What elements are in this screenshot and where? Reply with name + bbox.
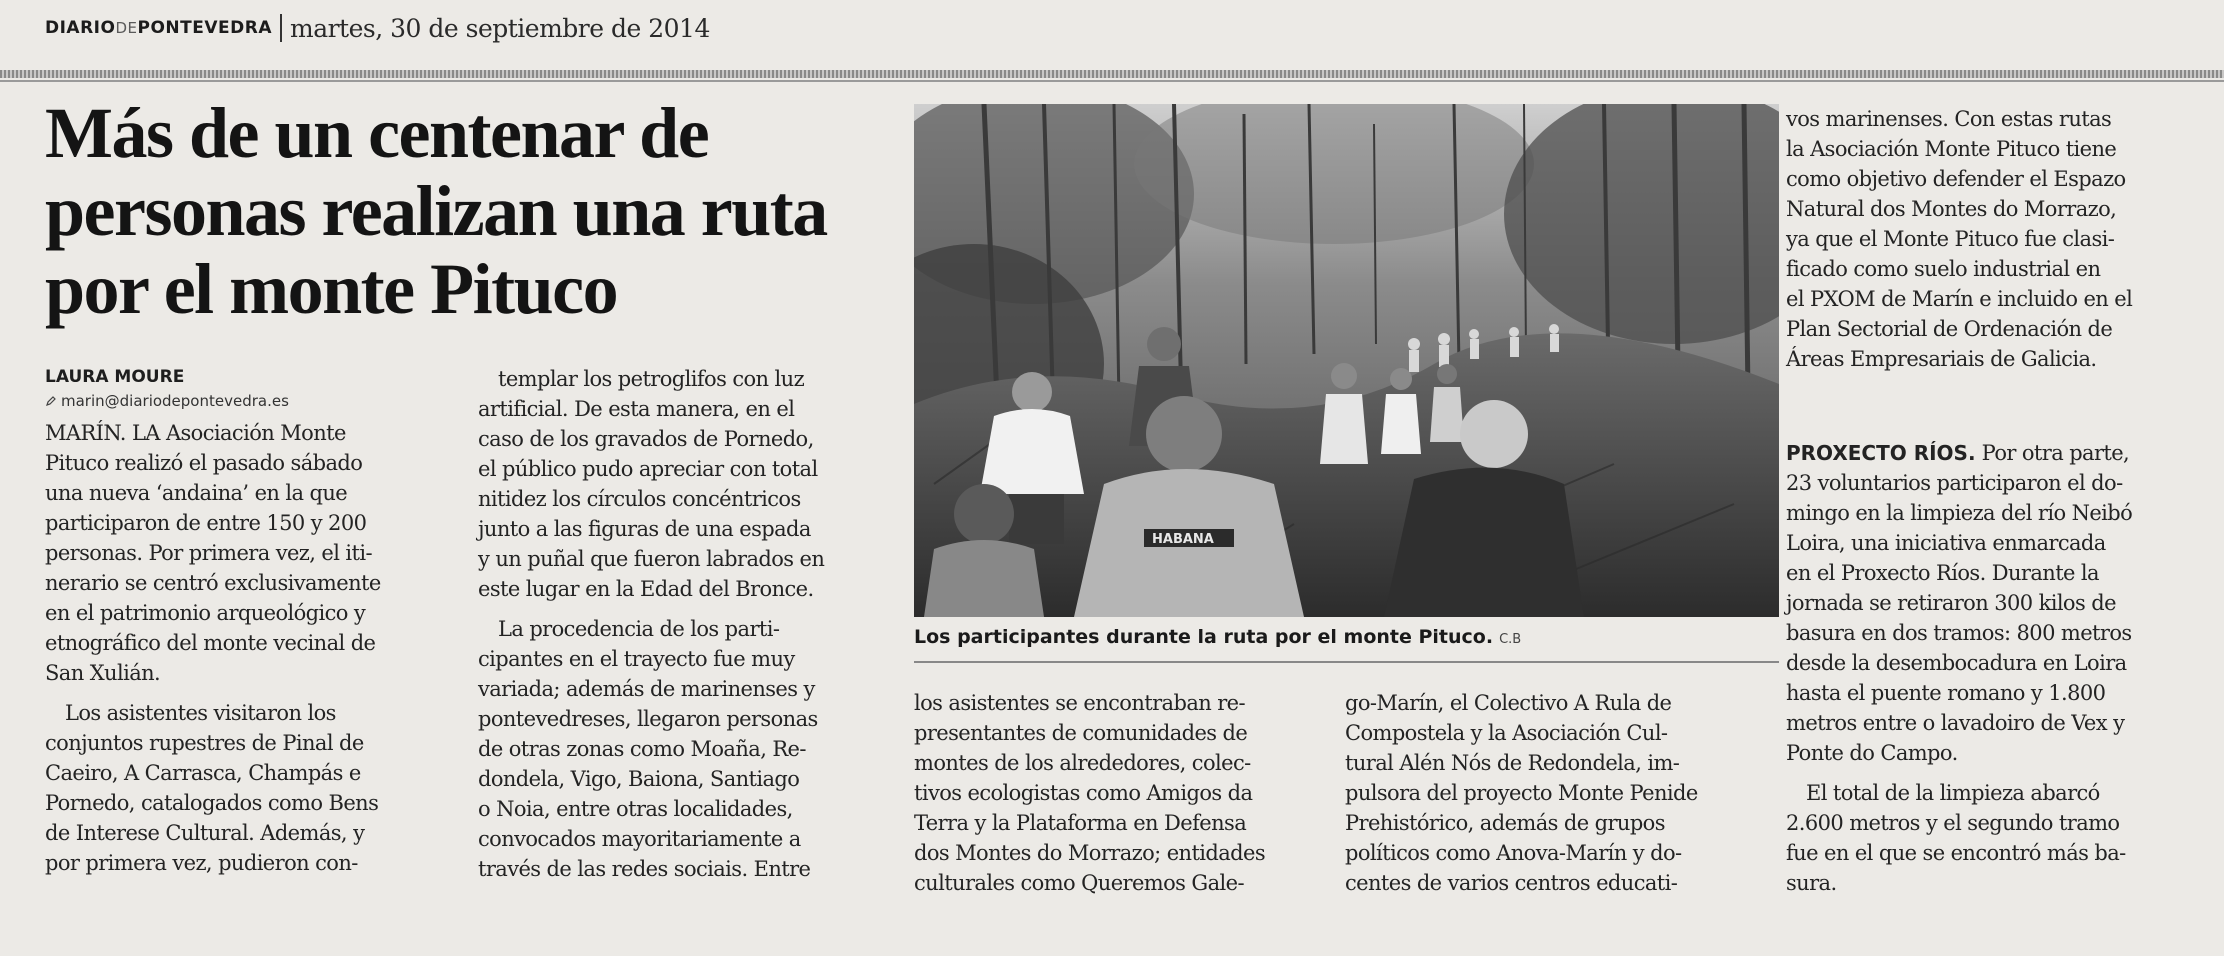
text-line: templar los petroglifos con luz	[498, 367, 805, 391]
text-line: basura en dos tramos: 800 metros	[1786, 621, 2132, 645]
text-line: sura.	[1786, 871, 1837, 895]
text-line: ficado como suelo industrial en	[1786, 257, 2101, 281]
text-line: participaron de entre 150 y 200	[45, 511, 367, 535]
text-line: en el patrimonio arqueológico y	[45, 601, 366, 625]
article-photo	[914, 104, 1779, 617]
text-line: vos marinenses. Con estas rutas	[1786, 107, 2112, 131]
text-line: Natural dos Montes do Morrazo,	[1786, 197, 2117, 221]
headline-line: por el monte Pituco	[45, 249, 618, 329]
headline-line: Más de un centenar de	[45, 93, 709, 173]
text-line: jornada se retiraron 300 kilos de	[1786, 591, 2116, 615]
text-line: por primera vez, pudieron con-	[45, 851, 358, 875]
section-lead-in: PROXECTO RÍOS.	[1786, 441, 1976, 465]
section-first-text: Por otra parte,	[1975, 441, 2130, 465]
article-headline	[45, 94, 905, 328]
text-line: variada; además de marinenses y	[478, 677, 815, 701]
text-line: conjuntos rupestres de Pinal de	[45, 731, 364, 755]
text-line: etnográfico del monte vecinal de	[45, 631, 376, 655]
headline-line: personas realizan una ruta	[45, 171, 827, 251]
byline-author: LAURA MOURE	[45, 367, 185, 387]
text-line: en el Proxecto Ríos. Durante la	[1786, 561, 2099, 585]
text-line: Áreas Empresariais de Galicia.	[1786, 347, 2097, 371]
text-line: Plan Sectorial de Ordenación de	[1786, 317, 2113, 341]
text-line: culturales como Queremos Gale-	[914, 871, 1244, 895]
text-line: los asistentes se encontraban re-	[914, 691, 1245, 715]
byline-email[interactable]	[45, 392, 289, 410]
text-line: convocados mayoritariamente a	[478, 827, 801, 851]
photo-credit: C.B	[1499, 632, 1522, 647]
header-rule-line	[0, 80, 2224, 82]
text-line: o Noia, entre otras localidades,	[478, 797, 793, 821]
text-line: fue en el que se encontró más ba-	[1786, 841, 2126, 865]
photo-caption	[914, 626, 1779, 648]
article-column-5-section	[1786, 438, 2206, 898]
text-line: través de las redes sociais. Entre	[478, 857, 811, 881]
article-column-4	[1345, 688, 1765, 898]
text-line: personas. Por primera vez, el iti-	[45, 541, 373, 565]
text-line: Prehistórico, además de grupos	[1345, 811, 1665, 835]
masthead-separator	[280, 14, 282, 42]
text-line: este lugar en la Edad del Bronce.	[478, 577, 814, 601]
masthead	[45, 8, 710, 48]
text-line: nitidez los círculos concéntricos	[478, 487, 801, 511]
text-line: centes de varios centros educati-	[1345, 871, 1678, 895]
text-line: caso de los gravados de Pornedo,	[478, 427, 814, 451]
text-line: montes de los alrededores, colec-	[914, 751, 1251, 775]
text-line: pulsora del proyecto Monte Penide	[1345, 781, 1698, 805]
header-rule	[0, 70, 2224, 78]
email-text: marin@diariodepontevedra.es	[61, 392, 289, 410]
text-line: Terra y la Plataforma en Defensa	[914, 811, 1247, 835]
article-column-2	[478, 364, 898, 884]
text-line: una nueva ‘andaina’ en la que	[45, 481, 348, 505]
text-line: el público pudo apreciar con total	[478, 457, 818, 481]
text-line: tivos ecologistas como Amigos da	[914, 781, 1253, 805]
text-line: mingo en la limpieza del río Neibó	[1786, 501, 2133, 525]
text-line	[1786, 438, 2206, 468]
text-line: nerario se centró exclusivamente	[45, 571, 381, 595]
text-line: Pornedo, catalogados como Bens	[45, 791, 379, 815]
article-column-1	[45, 418, 465, 878]
text-line: el PXOM de Marín e incluido en el	[1786, 287, 2133, 311]
pen-icon	[45, 395, 57, 407]
text-line: San Xulián.	[45, 661, 161, 685]
publication-date: martes, 30 de septiembre de 2014	[289, 13, 710, 43]
shirt-print: HABANA	[1152, 532, 1214, 547]
text-line: desde la desembocadura en Loira	[1786, 651, 2127, 675]
article-column-5	[1786, 104, 2206, 374]
text-line: Caeiro, A Carrasca, Champás e	[45, 761, 361, 785]
text-line: como objetivo defender el Espazo	[1786, 167, 2126, 191]
text-line: 23 voluntarios participaron el do-	[1786, 471, 2123, 495]
text-line: El total de la limpieza abarcó	[1806, 781, 2100, 805]
text-line: hasta el puente romano y 1.800	[1786, 681, 2106, 705]
text-line: políticos como Anova-Marín y do-	[1345, 841, 1682, 865]
newspaper-logo: DIARIODEPONTEVEDRA	[45, 18, 272, 38]
text-line: artificial. De esta manera, en el	[478, 397, 795, 421]
text-line: dos Montes do Morrazo; entidades	[914, 841, 1266, 865]
text-line: 2.600 metros y el segundo tramo	[1786, 811, 2120, 835]
text-line: Loira, una iniciativa enmarcada	[1786, 531, 2106, 555]
text-line: tural Alén Nós de Redondela, im-	[1345, 751, 1680, 775]
article-column-3	[914, 688, 1334, 898]
text-line: de otras zonas como Moaña, Re-	[478, 737, 806, 761]
text-line: Pituco realizó el pasado sábado	[45, 451, 363, 475]
text-line: pontevedreses, llegaron personas	[478, 707, 818, 731]
text-line: la Asociación Monte Pituco tiene	[1786, 137, 2117, 161]
text-line: Compostela y la Asociación Cul-	[1345, 721, 1668, 745]
text-line: La procedencia de los parti-	[498, 617, 780, 641]
text-line: metros entre o lavadoiro de Vex y	[1786, 711, 2125, 735]
text-line: MARÍN. LA Asociación Monte	[45, 421, 346, 445]
text-line: ya que el Monte Pituco fue clasi-	[1786, 227, 2115, 251]
caption-rule	[914, 661, 1779, 663]
text-line: de Interese Cultural. Además, y	[45, 821, 365, 845]
caption-text: Los participantes durante la ruta por el monte Pituco.	[914, 626, 1494, 648]
text-line: presentantes de comunidades de	[914, 721, 1248, 745]
text-line: go-Marín, el Colectivo A Rula de	[1345, 691, 1672, 715]
text-line: Ponte do Campo.	[1786, 741, 1958, 765]
text-line: Los asistentes visitaron los	[65, 701, 336, 725]
text-line: y un puñal que fueron labrados en	[478, 547, 825, 571]
text-line: dondela, Vigo, Baiona, Santiago	[478, 767, 800, 791]
text-line: cipantes en el trayecto fue muy	[478, 647, 795, 671]
text-line: junto a las figuras de una espada	[478, 517, 811, 541]
